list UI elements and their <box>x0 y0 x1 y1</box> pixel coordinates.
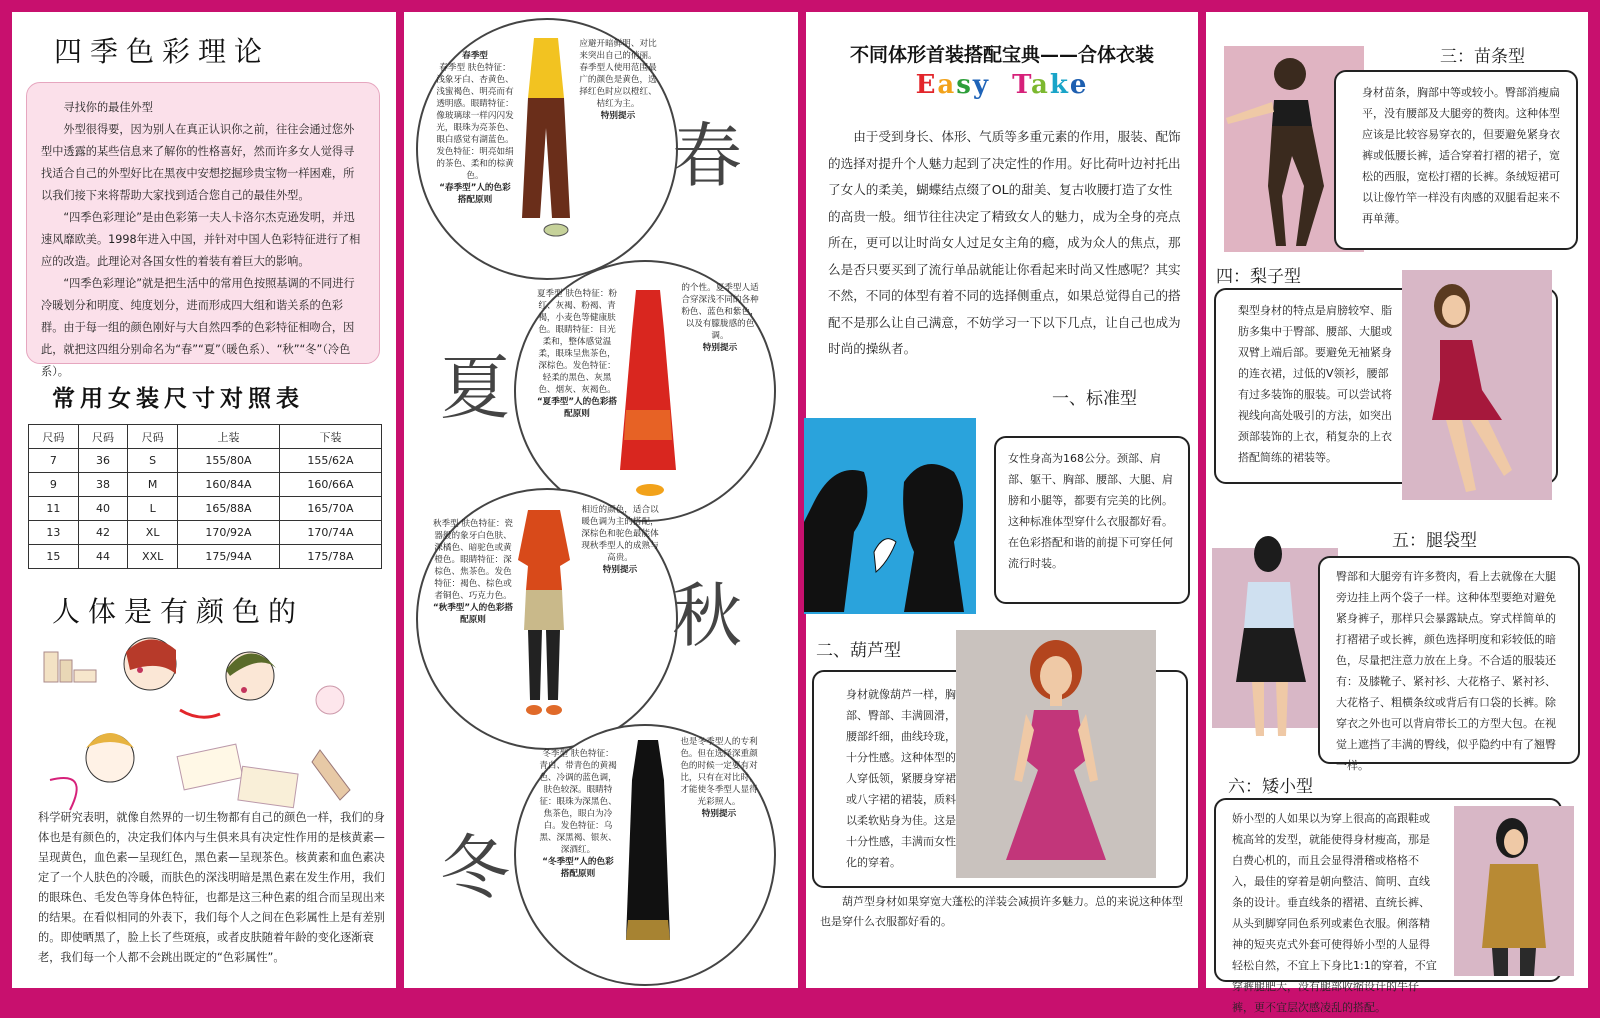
autumn-description-right: 相近的颜色，适合以暖色调为主的搭配，深棕色和驼色最能体现秋季型人的成熟与高贵。 <box>581 505 659 563</box>
winter-text-left <box>538 748 618 880</box>
table-cell: 11 <box>29 497 79 521</box>
season-char-winter: 冬 <box>440 827 510 909</box>
summer-description: 夏季型 肤色特征：粉红、灰褐、粉褐、青褐，小麦色等健康肤色。眼睛特征：目光柔和，整体感觉温柔，眼珠呈焦茶色，深棕色。发色特征：轻柔的黑色、灰黑色、烟灰、灰褐色。 <box>536 289 618 395</box>
table-row <box>29 545 382 569</box>
winter-text-right <box>678 736 760 820</box>
table-cell: 170/92A <box>177 521 279 545</box>
summer-description-right: 的个性。夏季型人适合穿深浅不同的各种粉色、蓝色和紫色，以及有朦胧感的色调。 <box>681 283 759 341</box>
panel-body-types <box>806 12 1198 988</box>
pear-type-illustration <box>1392 270 1552 510</box>
table-cell: 175/94A <box>177 545 279 569</box>
season-char-spring: 春 <box>672 115 742 197</box>
table-cell: 160/66A <box>279 473 381 497</box>
easy-take-letter: e <box>1069 70 1089 100</box>
slim-type-text: 身材苗条，胸部中等或较小。臀部消瘦扁平，没有腰部及大腿旁的赘肉。这种体型应该是比较容易穿衣的，但要避免紧身衣裤或低腰长裤，适合穿着打褶的裙子，宽松的西服，宽松打褶的长裤。条绒短裙可以让像竹竿一样没有肉感的双腿看起来不再单薄。 <box>1362 86 1560 225</box>
table-cell: L <box>128 497 178 521</box>
table-row <box>29 473 382 497</box>
winter-dress-figure <box>620 740 676 960</box>
table-row <box>29 521 382 545</box>
easy-take-letter: T <box>1012 70 1031 100</box>
pear-type-title: 四：梨子型 <box>1216 267 1301 287</box>
pear-type-text: 梨型身材的特点是肩膀较窄、脂肪多集中于臀部、腰部、大腿或双臂上端后部。要避免无袖紧身的连衣裙，过低的V领衫，腰部有过多装饰的服装。可以尝试将视线向高处吸引的方法，如突出颈部装饰的上衣，稍复杂的上衣搭配简练的裙装等。 <box>1238 304 1392 464</box>
panel-body-types-2 <box>1206 12 1588 1014</box>
table-cell: 40 <box>78 497 128 521</box>
table-header-row <box>29 425 382 449</box>
table-cell: XXL <box>128 545 178 569</box>
table-cell: 170/74A <box>279 521 381 545</box>
spring-principle-title: “春季型”人的色彩搭配原则 <box>439 183 511 205</box>
gourd-type-note: 葫芦型身材如果穿宽大蓬松的洋装会减损许多魅力。总的来说这种体型也是穿什么衣服都好看的。 <box>820 895 1183 928</box>
spring-hint-title: 特别提示 <box>600 111 636 121</box>
table-header: 下装 <box>279 425 381 449</box>
easy-take-letter: s <box>956 70 973 100</box>
autumn-hint-title: 特别提示 <box>602 565 638 575</box>
section-title: 不同体形首装搭配宝典——合体衣装 <box>849 44 1154 66</box>
spring-text-right <box>578 38 658 122</box>
gourd-type-text: 身材就像葫芦一样，胸部、臀部、丰满圆滑，腰部纤细，曲线玲珑，十分性感。这种体型的人穿低领，紧腰身穿裙或八字裙的裙装，质料以柔软贴身为佳。这是十分性感，丰满而女性化的穿着。 <box>846 688 956 869</box>
standard-type-box <box>994 436 1190 604</box>
petite-type-title: 六：矮小型 <box>1228 777 1313 797</box>
spring-description-right: 应避开暗鲜明、对比来突出自己的俏丽。春季型人使用范围最广的颜色是黄色，选择红色时应以橙红、桔红为主。 <box>579 39 657 109</box>
size-table <box>28 424 382 569</box>
intro-paragraph: 寻找你的最佳外型 <box>63 101 153 114</box>
intro-paragraph: “四季色彩理论”是由色彩第一夫人卡洛尔杰克逊发明，并迅速风靡欧美。1998年进入中国，并针对中国人色彩特征进行了相应的改造。此理论对各国女性的着装有着巨大的影响。 <box>41 211 361 268</box>
easy-take-letter: a <box>1030 70 1050 100</box>
autumn-description: 秋季型 肤色特征：瓷器般的象牙白色肤、深橘色、暗驼色或黄橙色。眼睛特征：深棕色、焦茶色。发色特征：褐色、棕色或者铜色、巧克力色。 <box>432 519 514 601</box>
table-cell: 13 <box>29 521 79 545</box>
gourd-type-illustration <box>956 630 1156 878</box>
petite-type-illustration <box>1454 798 1574 980</box>
table-cell: 38 <box>78 473 128 497</box>
easy-take-letter: y <box>972 70 991 100</box>
table-row <box>29 497 382 521</box>
table-header: 上装 <box>177 425 279 449</box>
winter-circle <box>514 724 776 986</box>
summer-circle <box>514 260 776 522</box>
standard-type-title: 一、标准型 <box>1052 389 1137 409</box>
table-cell: M <box>128 473 178 497</box>
easy-take-letter: a <box>937 70 957 100</box>
table-cell: 155/80A <box>177 449 279 473</box>
size-table-title: 常用女装尺寸对照表 <box>52 386 304 412</box>
summer-text-left <box>536 288 618 420</box>
slim-type-title: 三：苗条型 <box>1440 47 1525 67</box>
saddlebag-type-box <box>1318 556 1580 772</box>
autumn-principle-title: “秋季型”人的色彩搭配原则 <box>432 603 514 625</box>
body-types-intro: 由于受到身长、体形、气质等多重元素的作用，服装、配饰的选择对提升个人魅力起到了决定性的作用。好比荷叶边衬托出了女人的柔美，蝴蝶结点缀了OL的甜美、复古收腰打造了女性的高贵一般。细节往往决定了精致女人的魅力，成为全身的亮点所在，更可以让时尚女人过足女主角的瘾，成为众人的焦点，那么是否只要买到了流行单品就能让你看起来时尚又性感呢？其实不然，不同的体型有着不同的选择侧重点，如果总觉得自己的搭配不是那么让自己满意，不妨学习一下以下几点，让自己也成为时尚的操纵者。 <box>828 129 1181 356</box>
autumn-text-right <box>578 504 662 576</box>
panel-color-theory <box>12 12 396 988</box>
makeup-illustration <box>30 630 380 826</box>
winter-hint-title: 特别提示 <box>701 809 737 819</box>
table-cell: 7 <box>29 449 79 473</box>
winter-description-right: 也是冬季型人的专利色。但在选择深重颜色的时候一定要有对比，只有在对比时，才能使冬季型人显得光彩照人。 <box>680 737 758 807</box>
season-char-summer: 夏 <box>440 347 510 429</box>
intro-box <box>26 82 380 378</box>
gourd-type-title: 二、葫芦型 <box>816 641 901 661</box>
table-row <box>29 449 382 473</box>
table-cell: 15 <box>29 545 79 569</box>
spring-circle <box>416 18 678 280</box>
winter-principle-title: “冬季型”人的色彩搭配原则 <box>542 857 614 879</box>
autumn-circle <box>416 488 678 750</box>
standard-type-illustration <box>804 412 984 622</box>
summer-dress-figure <box>620 290 676 500</box>
table-header: 尺码 <box>78 425 128 449</box>
summer-hint-title: 特别提示 <box>702 343 738 353</box>
table-cell: 44 <box>78 545 128 569</box>
easy-take-letter: E <box>915 70 938 100</box>
summer-text-right <box>680 282 760 354</box>
table-cell: 160/84A <box>177 473 279 497</box>
saddlebag-type-text: 臀部和大腿旁有许多赘肉，看上去就像在大腿旁边挂上两个袋子一样。这种体型要绝对避免紧身裤子，那样只会暴露缺点。穿式样简单的打褶裙子或长裤，颜色选择明度和彩较低的暗色，尽量把注意力放在上身。不合适的服装还有：及膝靴子、紧衬衫、大花格子、紧衬衫、大花格子、粗横条纹或背后有口袋的长裤。除穿衣之外也可以背肩带长工的方型大包。在视觉上遮挡了丰满的臀线，似乎隐约中有了翘臀一样。 <box>1336 570 1556 772</box>
spring-heading: 春季型 <box>462 51 488 61</box>
saddlebag-type-title: 五：腿袋型 <box>1392 531 1477 551</box>
table-header: 尺码 <box>128 425 178 449</box>
table-cell: S <box>128 449 178 473</box>
season-char-autumn: 秋 <box>672 575 742 657</box>
slim-type-box <box>1334 70 1578 250</box>
winter-description: 冬季型 肤色特征：青白、带青色的黄褐色、冷调的蓝色调，肤色较深。眼睛特征：眼珠为深黑色、焦茶色，眼白为冷白。发色特征：乌黑、深黑褐、银灰、深酒红。 <box>539 749 617 855</box>
table-cell: XL <box>128 521 178 545</box>
spring-text-left <box>436 50 514 206</box>
body-color-text: 科学研究表明，就像自然界的一切生物都有自己的颜色一样，我们的身体也是有颜色的，决定我们体内与生俱来具有决定性作用的是核黄素—呈现黄色，血色素—呈现红色，黑色素—呈现茶色。核黄素和血色素决定了一个人肤色的冷暖，而肤色的深浅明暗是黑色素在发生作用，我们的眼珠色、毛发色等身体色特征，也都是这三种色素的组合而呈现出来的结果。在看似相同的外表下，我们每个人之间在色彩属性上是有差别的。即使晒黑了，脸上长了些斑痕，或者皮肤随着年龄的变化逐渐衰老，我们每一个人都不会跳出既定的“色彩属性”。 <box>38 811 385 964</box>
standard-type-text: 女性身高为168公分。颈部、肩部、躯干、胸部、腰部、大腿、肩膀和小腿等，都要有完美的比例。这种标准体型穿什么衣服都好看。在色彩搭配和谐的前提下可穿任何流行时装。 <box>1008 452 1173 570</box>
petite-type-text: 娇小型的人如果以为穿上很高的高跟鞋或梳高耸的发型，就能使得身材瘦高，那是白费心机的，而且会显得滑稽或格格不入，最佳的穿着是朝向整洁、简明、直线条的设计。垂直线条的褶裙、直统长裤、从头到脚穿同色系列或素色衣服。俐落精神的短夹克式外套可使得娇小型的人显得轻松自然，不宜上下身比1:1的穿着，不宜穿裤腿肥大，没有腿部收缩设计的牛仔裤，更不宜层次感凌乱的搭配。 <box>1232 812 1437 1014</box>
autumn-text-left <box>432 518 514 626</box>
spring-dress-figure <box>516 38 576 238</box>
table-cell: 9 <box>29 473 79 497</box>
intro-paragraph: 外型很得要，因为别人在真正认识你之前，往往会通过您外型中透露的某些信息来了解你的性格喜好，然而许多女人觉得寻找适合自己的外型好比在黑夜中安想挖掘珍贵宝物一样困难，所以我们接下来将帮助大家找到适合您自己的最佳外型。 <box>41 123 355 202</box>
summer-principle-title: “夏季型”人的色彩搭配原则 <box>536 397 618 419</box>
table-cell: 42 <box>78 521 128 545</box>
table-cell: 165/70A <box>279 497 381 521</box>
intro-paragraph: “四季色彩理论”就是把生活中的常用色按照基调的不同进行冷暖划分和明度、纯度划分，进而形成四大组和谐关系的色彩群。由于每一组的颜色刚好与大自然四季的色彩特征相吻合，因此，就把这四组分别命名为“春”“夏”（暖色系）、“秋”“冬”（冷色系）。 <box>41 277 355 378</box>
body-color-title: 人体是有颜色的 <box>52 595 305 628</box>
easy-take-letter <box>990 70 1012 100</box>
table-cell: 165/88A <box>177 497 279 521</box>
easy-take-heading <box>806 70 1198 100</box>
table-header: 尺码 <box>29 425 79 449</box>
table-cell: 155/62A <box>279 449 381 473</box>
autumn-dress-figure <box>514 510 574 720</box>
spring-description: 春季型 肤色特征：浅象牙白、杏黄色、浅蜜褐色、明亮而有透明感。眼睛特征：像玻璃球一样闪闪发光，眼珠为亮茶色、眼白感觉有湖蓝色。发色特征：明亮如绢的茶色、柔和的棕黄色。 <box>436 63 514 181</box>
easy-take-letter: k <box>1049 70 1070 100</box>
panel-four-seasons <box>404 12 798 988</box>
table-cell: 175/78A <box>279 545 381 569</box>
table-cell: 36 <box>78 449 128 473</box>
page-title: 四季色彩理论 <box>54 35 271 68</box>
